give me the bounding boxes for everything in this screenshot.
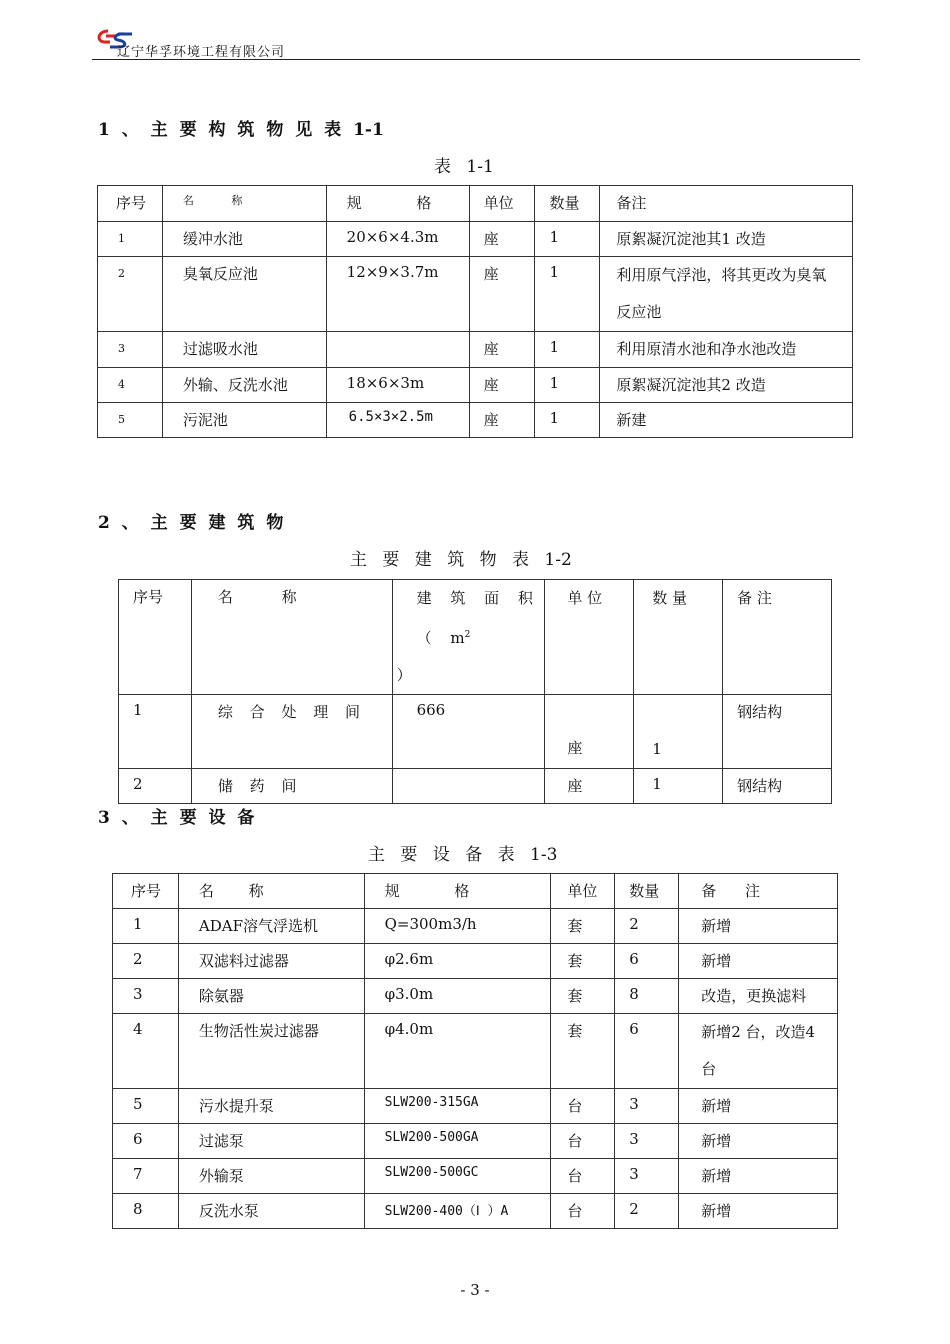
table-row (98, 332, 853, 368)
table-row (98, 222, 853, 257)
cell-spec: φ3.0m (364, 979, 551, 1014)
cell-qty: 2 (615, 909, 679, 944)
cell-name: 过滤吸水池 (162, 332, 326, 368)
header-cell: 序号 (98, 186, 163, 222)
cell-name: ADAF溶气浮选机 (178, 909, 364, 944)
cell-index: 1 (113, 909, 179, 944)
cell-unit: 套 (551, 909, 615, 944)
cell-qty: 1 (535, 332, 600, 368)
table-3-caption: 主 要 设 备 表 1-3 (368, 845, 558, 865)
header-cell: 备 注 (723, 580, 832, 695)
table-row (98, 257, 853, 332)
cell-name: 污泥池 (162, 403, 326, 438)
header-cell: 名 称 (191, 580, 392, 695)
cell-note: 新增 (679, 1194, 838, 1229)
cell-spec: 18×6×3m (326, 368, 469, 403)
cell-name: 储 药 间 (191, 769, 392, 804)
cell-name: 反洗水泵 (178, 1194, 364, 1229)
cell-index: 5 (98, 403, 163, 438)
table-2-caption: 主 要 建 筑 物 表 1-2 (350, 550, 572, 570)
header-cell: 规 格 (364, 874, 551, 909)
cell-qty: 1 (634, 769, 723, 804)
cell-qty: 6 (615, 1014, 679, 1089)
cell-name: 缓冲水池 (162, 222, 326, 257)
section-3-title: 3 、 主 要 设 备 (98, 808, 255, 828)
cell-spec: 6.5×3×2.5m (326, 403, 469, 438)
page-number: - 3 - (460, 1281, 490, 1299)
table-1-caption: 表 1-1 (434, 157, 494, 177)
table-1-2 (118, 579, 832, 804)
table-header-row (119, 580, 832, 695)
cell-unit: 台 (551, 1159, 615, 1194)
cell-name: 综 合 处 理 间 (191, 695, 392, 769)
cell-qty: 6 (615, 944, 679, 979)
cell-index: 2 (119, 769, 192, 804)
header-cell: 备注 (600, 186, 853, 222)
cell-spec: φ2.6m (364, 944, 551, 979)
cell-spec: SLW200-500GA (364, 1124, 551, 1159)
cell-index: 5 (113, 1089, 179, 1124)
cell-name: 污水提升泵 (178, 1089, 364, 1124)
table-row (113, 1159, 838, 1194)
cell-qty: 1 (535, 403, 600, 438)
header-cell: 数量 (535, 186, 600, 222)
cell-unit: 座 (469, 257, 535, 332)
area-superscript: 2 (464, 630, 471, 640)
cell-name: 生物活性炭过滤器 (178, 1014, 364, 1089)
cell-unit: 台 (551, 1089, 615, 1124)
cell-unit: 台 (551, 1124, 615, 1159)
cell-qty: 3 (615, 1124, 679, 1159)
cell-note: 新建 (600, 403, 853, 438)
cell-unit: 座 (545, 769, 634, 804)
cell-name: 过滤泵 (178, 1124, 364, 1159)
cell-name: 外输、反洗水池 (162, 368, 326, 403)
table-row (113, 944, 838, 979)
cell-qty: 1 (535, 222, 600, 257)
cell-index: 3 (98, 332, 163, 368)
cell-spec: SLW200-500GC (364, 1159, 551, 1194)
cell-qty: 1 (634, 695, 723, 769)
cell-spec: SLW200-315GA (364, 1089, 551, 1124)
cell-spec: φ4.0m (364, 1014, 551, 1089)
table-row (119, 769, 832, 804)
cell-index: 2 (113, 944, 179, 979)
cell-note: 原絮凝沉淀池其1 改造 (600, 222, 853, 257)
table-row (113, 1089, 838, 1124)
header-cell: 数量 (615, 874, 679, 909)
cell-spec: Q=300m3/h (364, 909, 551, 944)
cell-unit: 台 (551, 1194, 615, 1229)
area-close: ） (396, 666, 412, 684)
cell-area: 666 (392, 695, 545, 769)
cell-index: 2 (98, 257, 163, 332)
cell-qty: 8 (615, 979, 679, 1014)
table-1-1 (97, 185, 853, 438)
cell-note: 利用原清水池和净水池改造 (600, 332, 853, 368)
cell-index: 4 (98, 368, 163, 403)
area-label: 建 筑 面 积 （ m (416, 589, 533, 647)
table-row (113, 1124, 838, 1159)
table-row (119, 695, 832, 769)
cell-qty: 1 (535, 257, 600, 332)
header-cell: 数 量 (634, 580, 723, 695)
table-row (113, 1014, 838, 1089)
cell-unit: 座 (469, 368, 535, 403)
cell-unit: 套 (551, 979, 615, 1014)
cell-note: 新增 (679, 909, 838, 944)
cell-unit: 套 (551, 1014, 615, 1089)
cell-note: 利用原气浮池，将其更改为臭氧反应池 (600, 257, 853, 332)
cell-spec: SLW200-400（Ⅰ ）A (364, 1194, 551, 1229)
company-name: 辽宁华孚环境工程有限公司 (117, 45, 286, 60)
table-row (98, 368, 853, 403)
cell-note: 新增 (679, 1089, 838, 1124)
cell-note: 改造，更换滤料 (679, 979, 838, 1014)
table-header-row (113, 874, 838, 909)
cell-note: 钢结构 (723, 695, 832, 769)
header-cell: 单位 (469, 186, 535, 222)
cell-note: 新增 (679, 944, 838, 979)
cell-note: 原絮凝沉淀池其2 改造 (600, 368, 853, 403)
cell-note: 钢结构 (723, 769, 832, 804)
cell-spec (326, 332, 469, 368)
header-cell-area (392, 580, 545, 695)
cell-note: 新增 (679, 1124, 838, 1159)
cell-index: 4 (113, 1014, 179, 1089)
cell-note: 新增 (679, 1159, 838, 1194)
cell-spec: 12×9×3.7m (326, 257, 469, 332)
header-cell: 规 格 (326, 186, 469, 222)
cell-index: 1 (98, 222, 163, 257)
table-row (113, 979, 838, 1014)
cell-qty: 3 (615, 1159, 679, 1194)
cell-name: 臭氧反应池 (162, 257, 326, 332)
cell-note: 新增2 台，改造4 台 (679, 1014, 838, 1089)
cell-unit: 套 (551, 944, 615, 979)
header-cell: 备 注 (679, 874, 838, 909)
cell-unit: 座 (545, 695, 634, 769)
page-header (92, 28, 860, 60)
header-cell: 名 称 (178, 874, 364, 909)
cell-index: 6 (113, 1124, 179, 1159)
cell-unit: 座 (469, 222, 535, 257)
table-row (98, 403, 853, 438)
header-cell: 序号 (119, 580, 192, 695)
cell-qty: 3 (615, 1089, 679, 1124)
cell-index: 3 (113, 979, 179, 1014)
table-header-row (98, 186, 853, 222)
cell-name: 双滤料过滤器 (178, 944, 364, 979)
cell-unit: 座 (469, 332, 535, 368)
section-1-title: 1 、 主 要 构 筑 物 见 表 1-1 (98, 120, 384, 140)
header-cell: 序号 (113, 874, 179, 909)
cell-name: 外输泵 (178, 1159, 364, 1194)
table-row (113, 909, 838, 944)
cell-qty: 2 (615, 1194, 679, 1229)
cell-index: 8 (113, 1194, 179, 1229)
header-cell: 名 称 (162, 186, 326, 222)
table-row (113, 1194, 838, 1229)
header-cell: 单位 (551, 874, 615, 909)
cell-unit: 座 (469, 403, 535, 438)
section-2-title: 2 、 主 要 建 筑 物 (98, 513, 284, 533)
cell-qty: 1 (535, 368, 600, 403)
cell-spec: 20×6×4.3m (326, 222, 469, 257)
cell-index: 1 (119, 695, 192, 769)
cell-name: 除氨器 (178, 979, 364, 1014)
table-1-3 (112, 873, 838, 1229)
header-cell: 单 位 (545, 580, 634, 695)
cell-area (392, 769, 545, 804)
cell-index: 7 (113, 1159, 179, 1194)
